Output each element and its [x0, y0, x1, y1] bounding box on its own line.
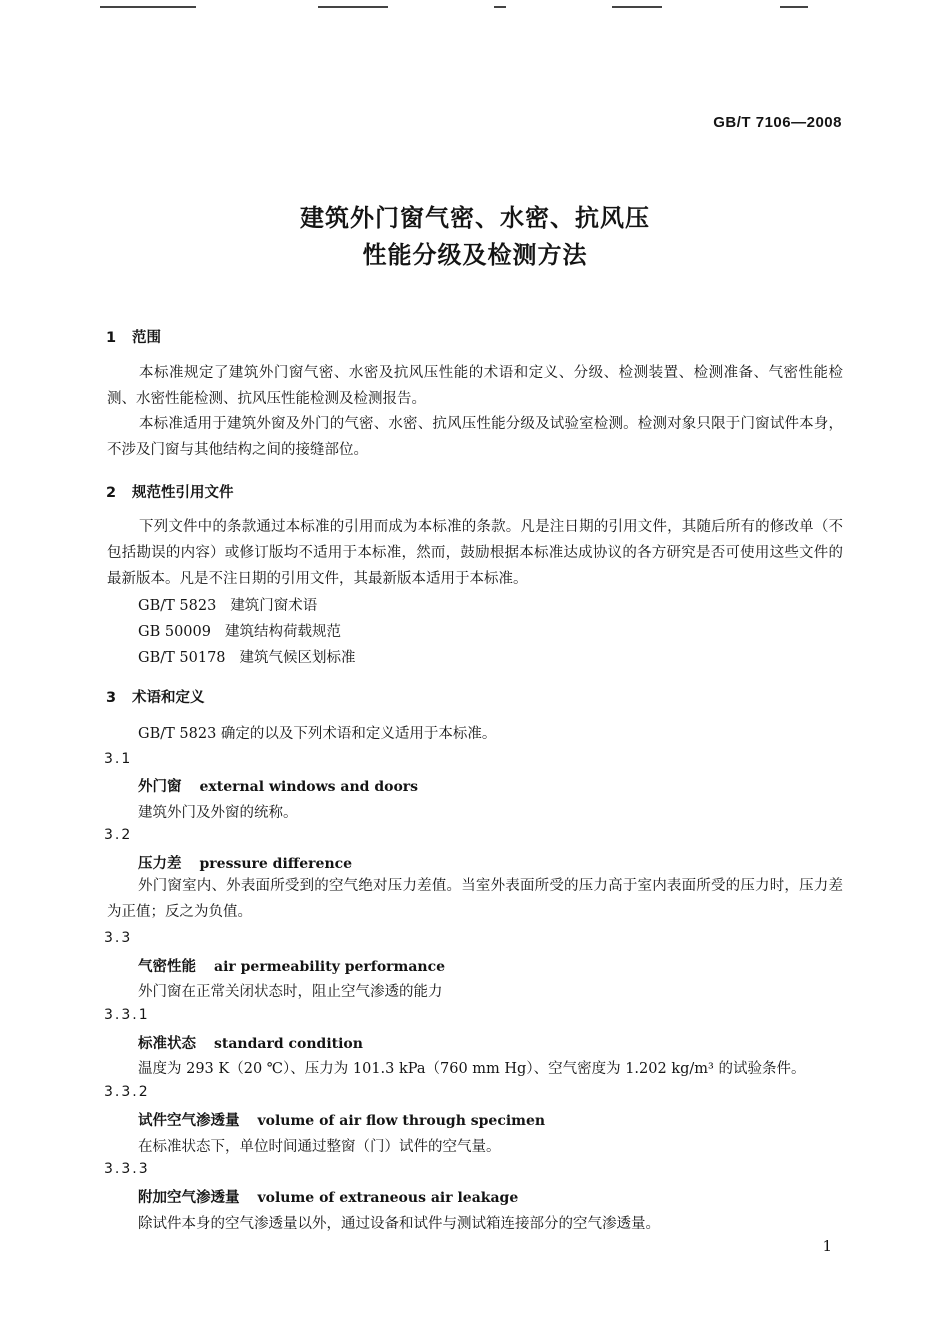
scan-mark [780, 6, 808, 8]
page-number: 1 [822, 1237, 832, 1255]
section-intro: GB/T 5823 确定的以及下列术语和定义适用于本标准。 [138, 726, 497, 742]
standard-number: GB/T 7106—2008 [713, 114, 842, 131]
term-entry [138, 1109, 545, 1130]
term-chinese: 气密性能 [138, 959, 196, 975]
document-title-line1: 建筑外门窗气密、水密、抗风压 [300, 204, 650, 232]
term-chinese: 试件空气渗透量 [138, 1113, 240, 1129]
term-entry [138, 1032, 363, 1053]
term-definition: 在标准状态下，单位时间通过整窗（门）试件的空气量。 [138, 1139, 501, 1155]
reference-title: 建筑结构荷载规范 [224, 624, 341, 640]
paragraph: 本标准适用于建筑外窗及外门的气密、水密、抗风压性能分级及试验室检测。检测对象只限于门窗试件本身，不涉及门窗与其他结构之间的接缝部位。 [107, 416, 843, 458]
section-heading-terms-definitions [106, 686, 205, 707]
section-heading-normative-references [106, 481, 234, 502]
term-definition: 温度为 293 K（20 ℃）、压力为 101.3 kPa（760 mm Hg）、空气密度为 1.202 kg/m³ 的试验条件。 [138, 1061, 806, 1077]
section-number: 1 [106, 330, 117, 346]
term-entry [138, 775, 418, 796]
clause-number: 3.3.3 [104, 1161, 150, 1177]
section-title: 术语和定义 [132, 690, 205, 706]
term-chinese: 附加空气渗透量 [138, 1190, 240, 1206]
clause-number: 3.1 [104, 751, 133, 767]
term-english: volume of extraneous air leakage [257, 1190, 519, 1206]
term-definition: 建筑外门及外窗的统称。 [138, 805, 298, 821]
term-chinese: 标准状态 [138, 1036, 196, 1052]
term-definition: 外门窗在正常关闭状态时，阻止空气渗透的能力 [138, 984, 443, 1000]
scan-mark [100, 6, 196, 8]
section-number: 3 [106, 690, 117, 706]
term-chinese: 外门窗 [138, 779, 182, 795]
reference-code: GB 50009 [138, 624, 211, 640]
reference-item [138, 594, 317, 615]
term-english: external windows and doors [199, 779, 419, 795]
clause-number: 3.2 [104, 827, 133, 843]
section-heading-scope [106, 326, 161, 347]
term-english: volume of air flow through specimen [257, 1113, 546, 1129]
term-entry [138, 955, 445, 976]
reference-code: GB/T 5823 [138, 598, 217, 614]
term-english: air permeability performance [214, 959, 446, 975]
scan-mark [612, 6, 662, 8]
clause-number: 3.3.2 [104, 1084, 150, 1100]
term-english: standard condition [214, 1036, 363, 1052]
reference-title: 建筑门窗术语 [230, 598, 318, 614]
term-entry [138, 1186, 518, 1207]
clause-number: 3.3.1 [104, 1007, 150, 1023]
paragraph: 本标准规定了建筑外门窗气密、水密及抗风压性能的术语和定义、分级、检测装置、检测准备、气密性能检测、水密性能检测、抗风压性能检测及检测报告。 [107, 365, 843, 407]
term-definition: 除试件本身的空气渗透量以外，通过设备和试件与测试箱连接部分的空气渗透量。 [138, 1216, 660, 1232]
section-number: 2 [106, 485, 117, 501]
section-title: 范围 [132, 330, 161, 346]
term-definition: 外门窗室内、外表面所受到的空气绝对压力差值。当室外表面所受的压力高于室内表面所受的压力时，压力差为正值；反之为负值。 [107, 878, 843, 920]
paragraph: 下列文件中的条款通过本标准的引用而成为本标准的条款。凡是注日期的引用文件，其随后所有的修改单（不包括勘误的内容）或修订版均不适用于本标准，然而，鼓励根据本标准达成协议的各方研究是否可使用这些文件的最新版本。凡是不注日期的引用文件，其最新版本适用于本标准。 [107, 519, 843, 587]
term-entry [138, 852, 352, 873]
clause-number: 3.3 [104, 930, 133, 946]
reference-code: GB/T 50178 [138, 650, 226, 666]
scan-mark [318, 6, 388, 8]
term-english: pressure difference [199, 856, 353, 872]
reference-item [138, 620, 341, 641]
reference-item [138, 646, 356, 667]
scan-mark [494, 6, 506, 8]
term-chinese: 压力差 [138, 856, 182, 872]
document-title-line2: 性能分级及检测方法 [362, 241, 588, 269]
section-title: 规范性引用文件 [132, 485, 234, 501]
reference-title: 建筑气候区划标准 [239, 650, 356, 666]
